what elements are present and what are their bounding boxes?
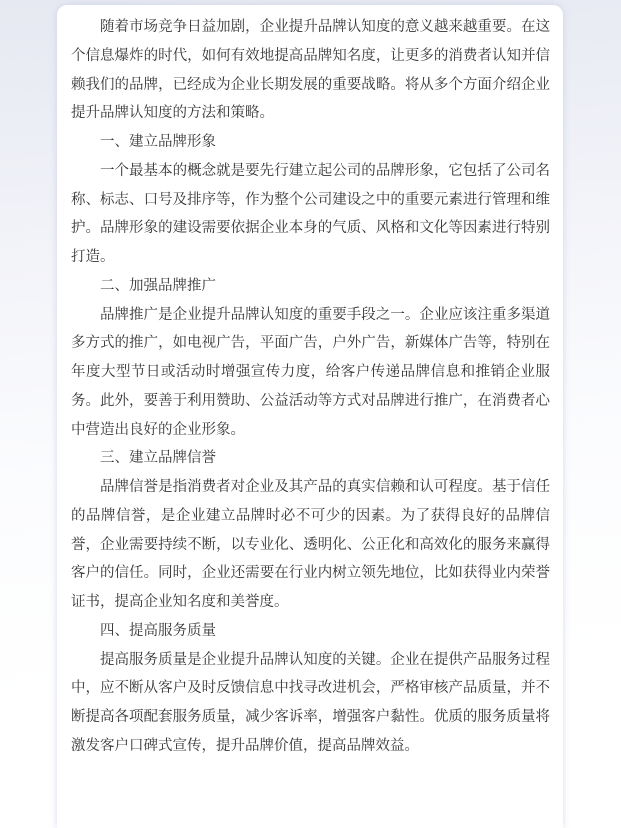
section-3-paragraph: 品牌信誉是指消费者对企业及其产品的真实信赖和认可程度。基于信任的品牌信誉，是企业建立品牌时必不可少的因素。为了获得良好的品牌信誉，企业需要持续不断，以专业化、透明化、公正化和高效化的服务来赢得客户的信任。同时，企业还需要在行业内树立领先地位，比如获得业内荣誉证书，提高企业知名度和美誉度。 — [71, 479, 550, 610]
section-3-heading: 三、建立品牌信誉 — [100, 450, 216, 467]
section-1-heading: 一、建立品牌形象 — [100, 134, 216, 150]
section-2-paragraph: 品牌推广是企业提升品牌认知度的重要手段之一。企业应该注重多渠道多方式的推广，如电视广告，平面广告，户外广告，新媒体广告等，特别在年度大型节日或活动时增强宣传力度，给客户传递品牌信息和推销企业服务。此外，要善于利用赞助、公益活动等方式对品牌进行推广，在消费者心中营造出良好的企业形象。 — [71, 306, 550, 438]
document-card — [57, 5, 563, 828]
section-1-paragraph: 一个最基本的概念就是要先行建立起公司的品牌形象，它包括了公司名称、标志、口号及排序等，作为整个公司建设之中的重要元素进行管理和维护。品牌形象的建设需要依据企业本身的气质、风格和文化等因素进行特别打造。 — [71, 162, 550, 265]
section-4-paragraph: 提高服务质量是企业提升品牌认知度的关键。企业在提供产品服务过程中，应不断从客户及时反馈信息中找寻改进机会，严格审核产品质量，并不断提高各项配套服务质量，减少客诉率，增强客户黏性。优质的服务质量将激发客户口碑式宣传，提升品牌价值，提高品牌效益。 — [71, 651, 550, 754]
intro-paragraph: 随着市场竞争日益加剧，企业提升品牌认知度的意义越来越重要。在这个信息爆炸的时代，如何有效地提高品牌知名度，让更多的消费者认知并信赖我们的品牌，已经成为企业长期发展的重要战略。将从多个方面介绍企业提升品牌认知度的方法和策略。 — [71, 19, 550, 122]
section-2-heading: 二、加强品牌推广 — [100, 277, 216, 294]
section-4-heading: 四、提高服务质量 — [100, 622, 216, 639]
